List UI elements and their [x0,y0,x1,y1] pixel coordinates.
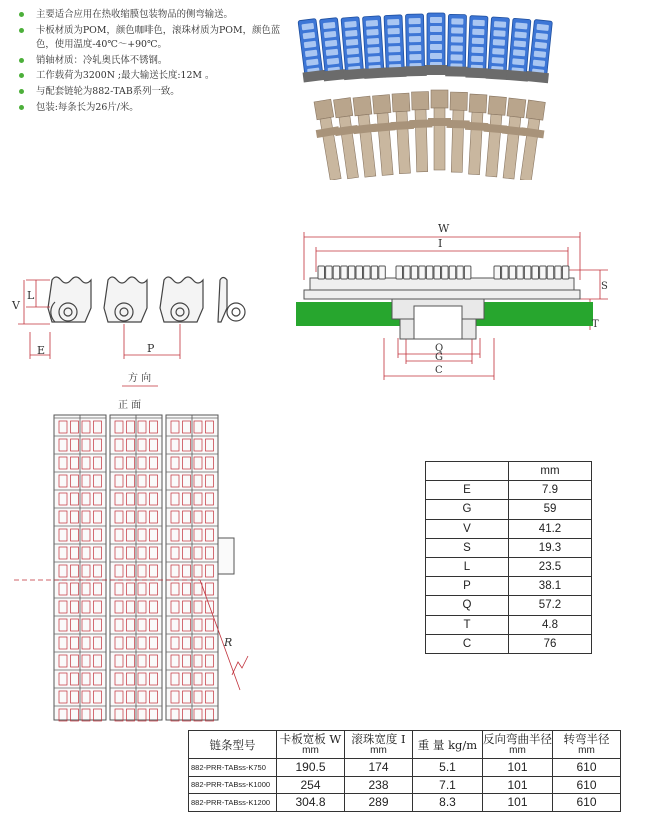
feature-item: 销轴材质：冷轧奥氏体不锈钢。 [18,54,298,69]
dim-label-s: S [601,281,608,292]
spec-row [426,481,592,500]
roller [509,266,516,279]
chain-top-strip [54,415,106,721]
spec-row [426,557,592,576]
spec-value: 41.2 [509,519,592,538]
beige-plate [526,100,545,120]
roller [356,266,363,279]
feature-item: 包装:每条长为26片/米。 [18,101,298,116]
front-label: 正 面 [118,400,142,411]
roller [524,266,531,279]
beige-plate [392,93,410,112]
roller [364,266,371,279]
dim-label-i: I [438,237,443,250]
dim-label-c: C [435,365,443,376]
beige-plate [334,98,353,118]
model-value-cell: 190.5 [277,759,345,777]
roller [396,266,403,279]
beige-plate [373,95,391,114]
feature-item: 与配套链轮为882-TAB系列一致。 [18,85,298,100]
spec-key: T [426,615,509,634]
blue-roller-chain-image [296,13,554,83]
beige-plate [314,99,334,120]
model-value-cell: 101 [483,759,553,777]
roller-plate-section [304,278,580,299]
table-header-row [189,731,621,759]
feature-item: 主要适合应用在热收缩膜包装物品的侧弯输送。 [18,8,298,23]
model-header-cell [277,731,345,759]
spec-value: 59 [509,500,592,519]
model-value-cell: 8.3 [413,794,483,812]
roller [532,266,539,279]
beige-plate-chain-image [311,90,548,180]
spec-key: Q [426,596,509,615]
header-unit: mm [370,744,387,756]
model-value-cell: 610 [553,794,621,812]
spec-row [426,577,592,596]
spec-value: 57.2 [509,596,592,615]
model-header-cell [189,731,277,759]
top-view-drawing [10,370,280,725]
model-value-cell: 101 [483,794,553,812]
model-value-cell: 7.1 [413,776,483,794]
spec-value: 7.9 [509,481,592,500]
dim-label-q: Q [435,343,444,354]
chain-tab [218,538,234,574]
spec-key: P [426,577,509,596]
chain-model-table [188,730,621,812]
spec-key: S [426,538,509,557]
model-name-cell: 882-PRR-TABss-K1200 [189,794,277,812]
spec-key: C [426,634,509,653]
spec-value: 23.5 [509,557,592,576]
chain-link-profile [48,277,227,322]
cross-section-drawing [288,220,618,385]
dim-label-l: L [27,289,35,302]
chain-body-section [392,299,484,339]
roller [517,266,524,279]
dim-label-g: G [435,352,443,363]
spec-value: 76 [509,634,592,653]
dim-label-v: V [12,299,20,312]
beige-plate [353,96,372,116]
model-row [189,794,621,812]
dim-label-r: R [224,636,233,649]
roller [379,266,386,279]
dim-label-p: P [147,342,155,355]
roller [434,266,441,279]
model-value-cell: 304.8 [277,794,345,812]
roller [404,266,411,279]
roller [326,266,333,279]
roller [333,266,340,279]
beige-plate [488,96,506,115]
model-name-cell: 882-PRR-TABss-K1000 [189,776,277,794]
beige-plate [469,94,487,113]
roller [341,266,348,279]
header-text: 反向弯曲半径 [483,731,552,746]
model-row [189,759,621,777]
header-text: 重 量 kg/m [417,737,478,752]
model-value-cell: 254 [277,776,345,794]
roller [426,266,433,279]
feature-item: 卡板材质为POM，颜色咖啡色，滚珠材质为POM，颜色蓝色，使用温度-40℃～+90℃。 [18,24,298,53]
header-text: 转弯半径 [563,731,610,746]
roller [502,266,509,279]
spec-row [426,538,592,557]
roller [371,266,378,279]
model-value-cell: 610 [553,776,621,794]
model-header-cell [483,731,553,759]
model-value-cell: 101 [483,776,553,794]
header-unit: mm [302,744,319,756]
header-text: 卡板宽板 W [279,731,342,746]
spec-value: 38.1 [509,577,592,596]
beige-plate [412,92,429,110]
spec-row [426,500,592,519]
model-value-cell: 5.1 [413,759,483,777]
direction-label: 方 向 [128,373,152,384]
model-value-cell: 238 [345,776,413,794]
model-value-cell: 289 [345,794,413,812]
roller [555,266,562,279]
beige-plate [431,90,448,108]
header-unit: mm [578,744,595,756]
dim-label-w: W [438,222,450,235]
chain-top-strip [166,415,218,721]
chain-top-strip [110,415,162,721]
spec-value: 19.3 [509,538,592,557]
model-header-cell [413,731,483,759]
roller [442,266,449,279]
header-text: 链条型号 [209,737,256,752]
feature-list [18,8,298,116]
model-name-cell: 882-PRR-TABss-K750 [189,759,277,777]
roller [348,266,355,279]
roller [547,266,554,279]
spec-key: V [426,519,509,538]
unit-header: mm [509,462,592,481]
roller [419,266,426,279]
header-unit: mm [509,744,526,756]
model-header-cell [553,731,621,759]
model-value-cell: 610 [553,759,621,777]
chain-product-photo [290,5,575,180]
model-row [189,776,621,794]
model-header-cell [345,731,413,759]
spec-row [426,615,592,634]
side-view-drawing [10,262,255,372]
table-header-cell [426,462,509,481]
beige-plate [507,98,526,118]
roller [562,266,569,279]
spec-key: E [426,481,509,500]
roller [318,266,325,279]
roller [411,266,418,279]
spec-row [426,634,592,653]
beige-plate [450,92,467,110]
dim-label-e: E [37,344,46,357]
model-value-cell: 174 [345,759,413,777]
spec-row [426,596,592,615]
spec-value: 4.8 [509,615,592,634]
roller [494,266,501,279]
table-header-row [426,462,592,481]
dim-label-t: T [592,319,599,330]
spec-key: L [426,557,509,576]
roller [449,266,456,279]
dimension-spec-table [425,461,592,654]
header-text: 滚珠宽度 I [351,731,406,746]
spec-row [426,519,592,538]
roller [457,266,464,279]
roller [464,266,471,279]
feature-item: 工作载荷为3200N ;最大输送长度:12M 。 [18,69,298,84]
roller [540,266,547,279]
spec-key: G [426,500,509,519]
